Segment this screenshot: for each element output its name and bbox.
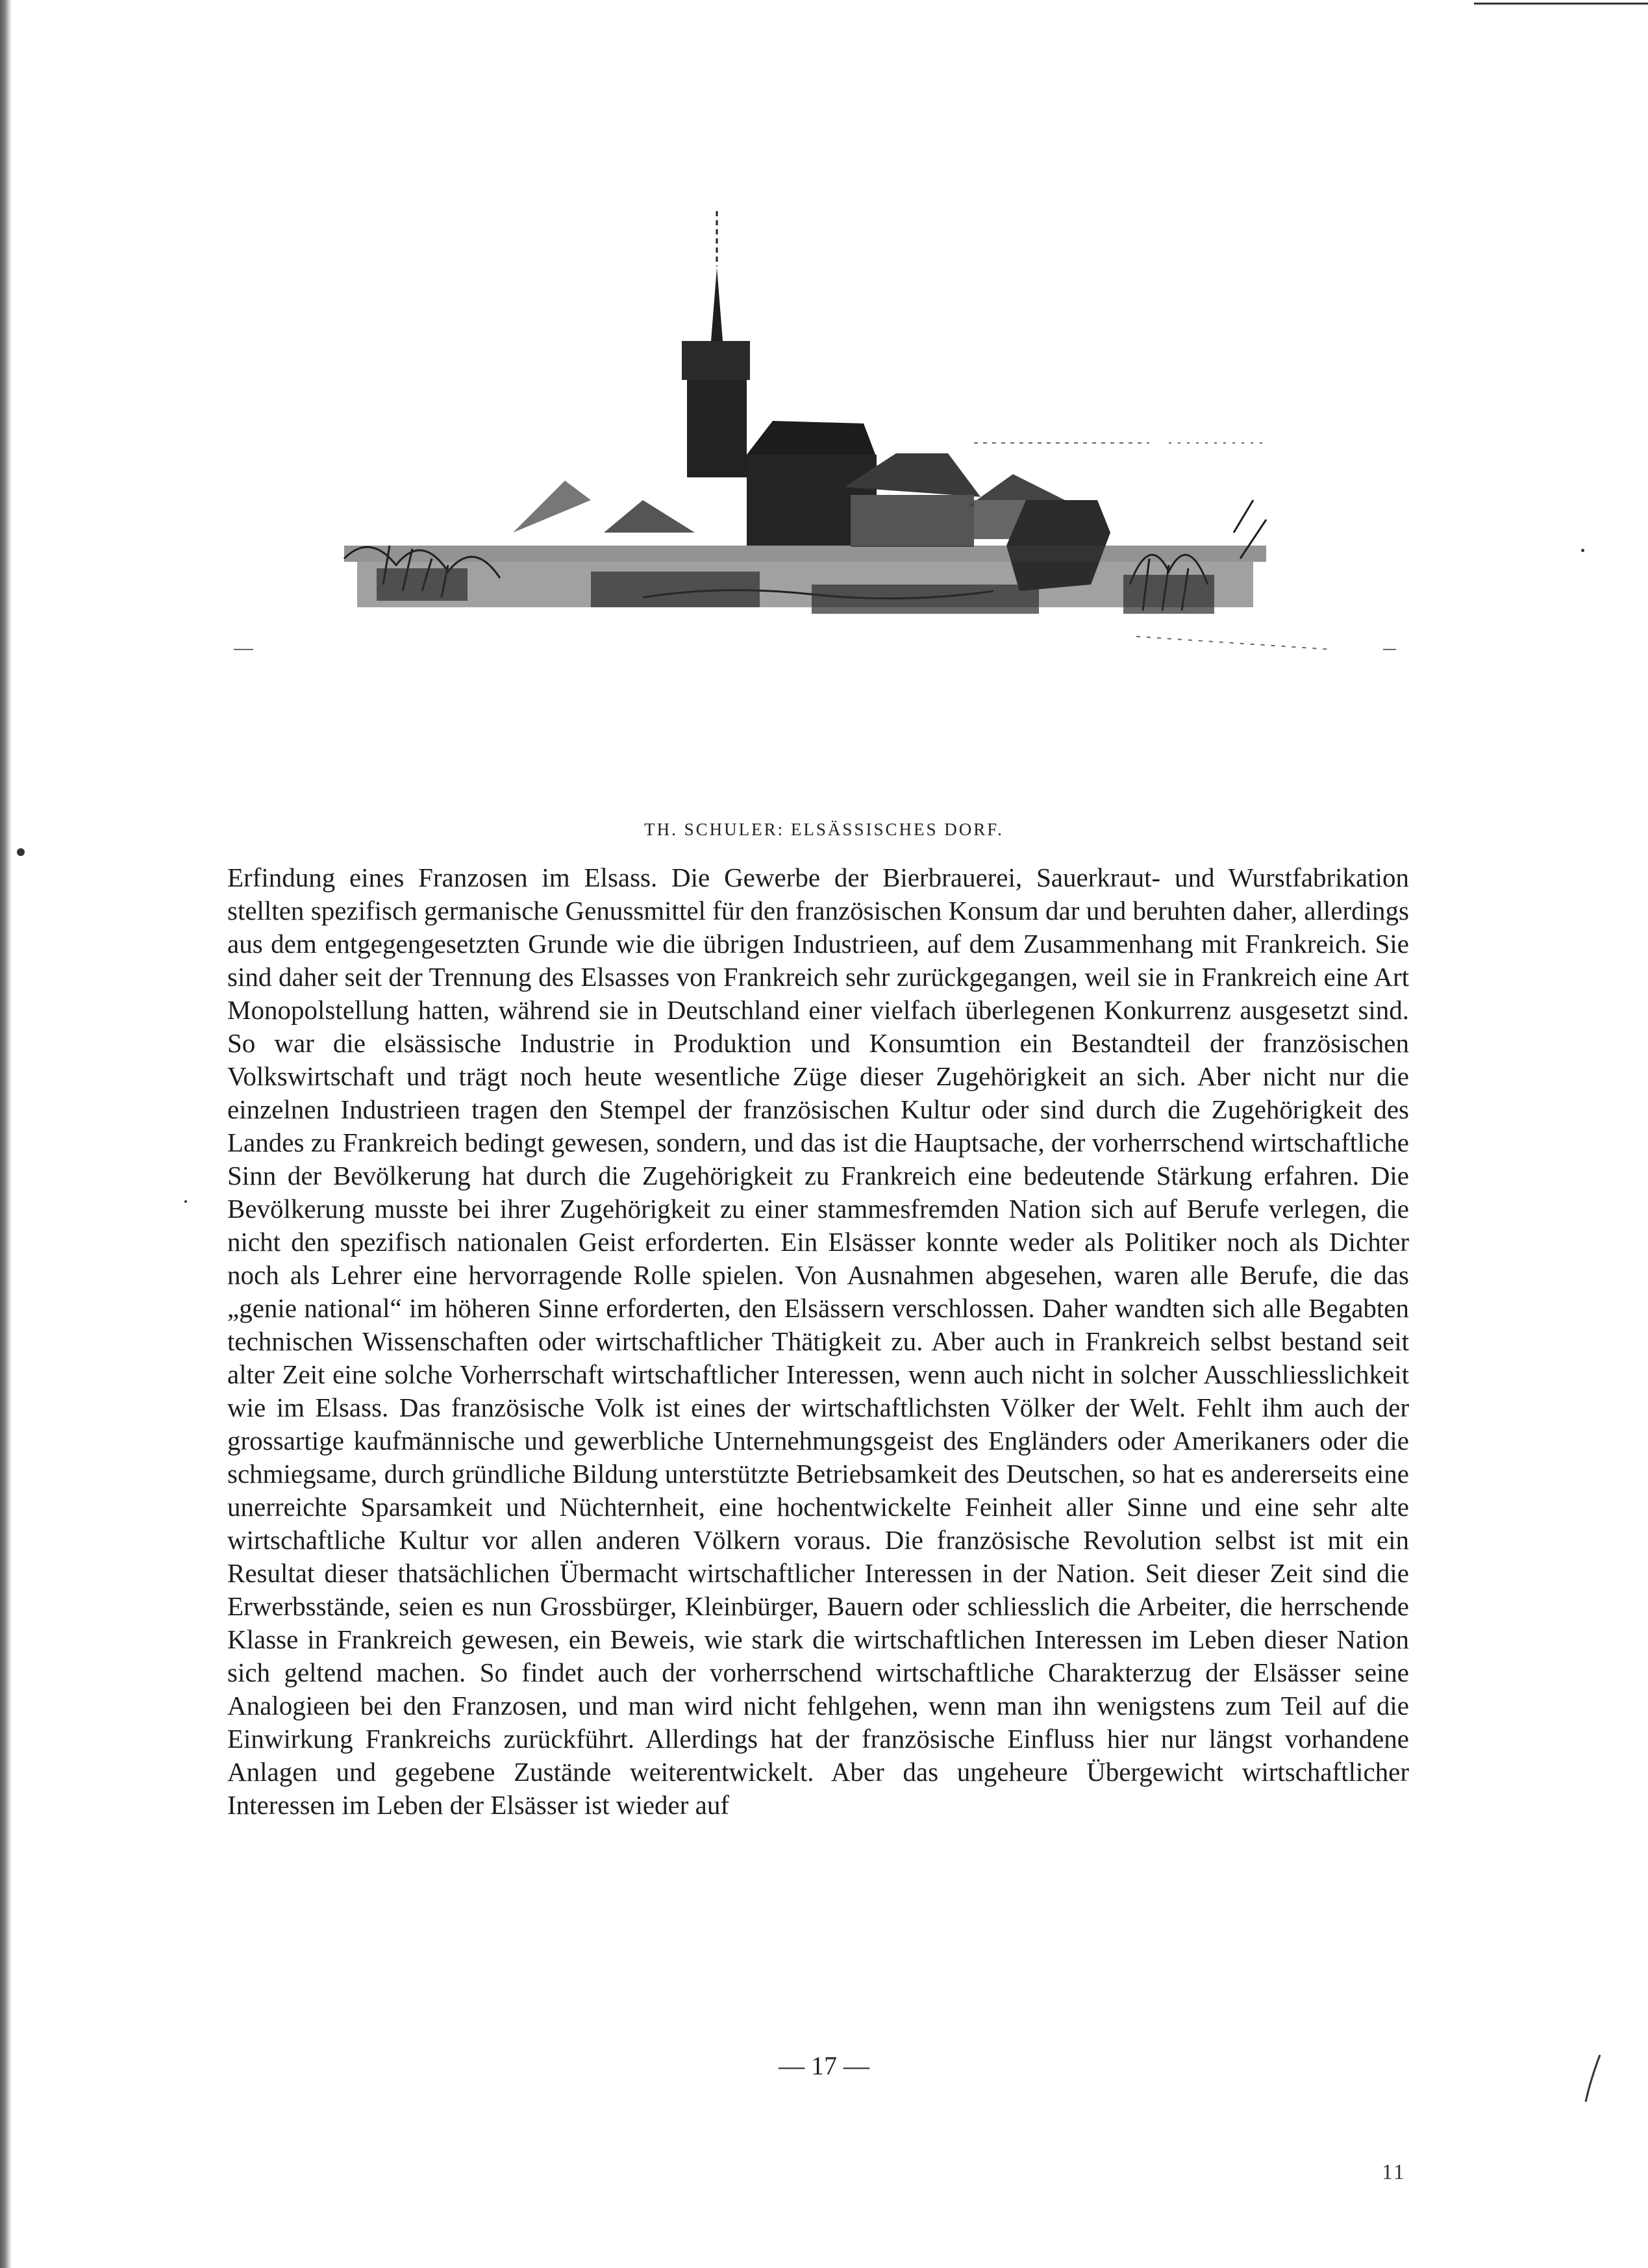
pencil-mark [1583,2052,1603,2104]
scan-speck [1581,549,1584,552]
body-paragraph: Erfindung eines Franzosen im Elsass. Die Gewerbe der Bierbrauerei, Sauerkraut- und Wurstfabrikation stellten spezifisch germanische Genussmittel für den französischen Konsum dar und beruhten daher, allerdings aus dem entgegengesetzten Grunde wie die übrigen Industrieen, auf dem Zusammenhang mit Frankreich. Sie sind daher seit der Trennung des Elsasses von Frankreich sehr zurückgegangen, weil sie in Frankreich eine Art Monopolstellung hatten, während sie in Deutschland einer vielfach überlegenen Konkurrenz ausgesetzt sind. So war die elsässische Industrie in Produktion und Konsumtion ein Bestandteil der französischen Volkswirtschaft und trägt noch heute wesentliche Züge dieser Zugehörigkeit an sich. Aber nicht nur die einzelnen Industrieen tragen den Stempel der französischen Kultur oder sind durch die Zugehörigkeit des Landes zu Frankreich bedingt gewesen, sondern, und das ist die Hauptsache, der vorherrschend wirtschaftliche Sinn der Bevölkerung hat durch die Zugehörigkeit zu Frankreich eine bedeutende Stärkung erfahren. Die Bevölkerung musste bei ihrer Zugehörigkeit zu einer stammesfremden Nation sich auf Berufe verlegen, die nicht den spezifisch nationalen Geist erforderten. Ein Elsässer konnte weder als Politiker noch als Dichter noch als Lehrer eine hervorragende Rolle spielen. Von Ausnahmen abgesehen, waren alle Berufe, die das „genie national“ im höheren Sinne erforderten, den Elsässern verschlossen. Daher wandten sich alle Begabten technischen Wissenschaften oder wirtschaftlicher Thätigkeit zu. Aber auch in Frankreich selbst bestand seit alter Zeit eine solche Vorherrschaft wirtschaftlicher Interessen, wenn auch nicht in solcher Ausschliesslichkeit wie im Elsass. Das französische Volk ist eines der wirtschaftlichsten Völker der Welt. Fehlt ihm auch der grossartige kaufmännische und gewerbliche Unternehmungsgeist des Engländers oder Amerikaners oder die schmiegsame, durch gründliche Bildung unterstützte Betriebsamkeit des Deutschen, so hat es andererseits eine unerreichte Sparsamkeit und Nüchternheit, eine hochentwickelte Feinheit aller Sinne und eine sehr alte wirtschaftliche Kultur vor allen anderen Völkern voraus. Die französische Revolution selbst ist mit ein Resultat dieser thatsächlichen Übermacht wirtschaftlicher Interessen in der Nation. Seit dieser Zeit sind die Erwerbsstände, seien es nun Grossbürger, Kleinbürger, Bauern oder schliesslich die Arbeiter, die herrschende Klasse in Frankreich gewesen, ein Beweis, wie stark die wirtschaftlichen Interessen im Leben dieser Nation sich geltend machen. So findet auch der vorherrschend wirtschaftliche Charakterzug der Elsässer seine Analogieen bei den Franzosen, und man wird nicht fehlgehen, wenn man ihn wenigstens zum Teil auf die Einwirkung Frankreichs zurückführt. Allerdings hat der französische Einfluss hier nur längst vorhandene Anlagen und gegebene Zustände weiterentwickelt. Aber das ungeheure Übergewicht wirtschaftlicher Interessen im Leben der Elsässer ist wieder auf [227,863,1409,1820]
village-church-illustration [227,195,1429,714]
scan-speck [184,1200,187,1203]
figure-caption: TH. SCHULER: ELSÄSSISCHES DORF. [644,820,1004,839]
signature-mark: 11 [1382,2160,1406,2184]
scan-speck [17,848,25,856]
page-number: — 17 — [779,2051,869,2080]
body-text [227,861,1409,1822]
scan-top-rule [1474,3,1648,5]
scan-left-edge [0,0,12,2268]
